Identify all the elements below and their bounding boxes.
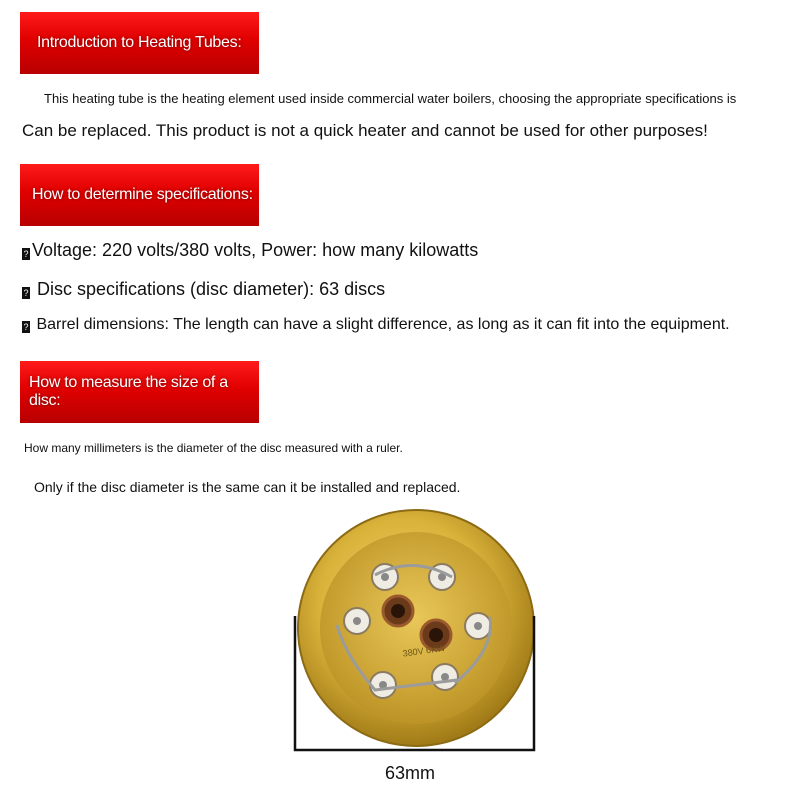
spec-text: Voltage: 220 volts/380 volts, Power: how many kilowatts <box>32 240 479 260</box>
ceramic-terminal <box>370 672 396 698</box>
section-banner-introduction <box>20 12 259 74</box>
banner-title: Introduction to Heating Tubes: <box>37 34 242 51</box>
measure-text-line-1: How many millimeters is the diameter of the disc measured with a ruler. <box>24 441 403 455</box>
banner-title: How to measure the size of a disc: <box>29 374 228 409</box>
disc-diameter-label: 63mm <box>385 763 436 783</box>
spec-item-voltage <box>22 240 478 261</box>
intro-text-line-2: Can be replaced. This product is not a quick heater and cannot be used for other purposes! <box>22 121 708 140</box>
bullet-icon: ? <box>23 322 29 332</box>
bullet-icon: ? <box>23 249 29 259</box>
ceramic-terminal <box>465 613 491 639</box>
heating-disc-photo <box>285 505 545 765</box>
copper-hole <box>391 604 405 618</box>
section-banner-measure <box>20 361 259 423</box>
spec-item-disc <box>22 279 385 300</box>
bullet-icon: ? <box>23 288 29 298</box>
ceramic-terminal <box>344 608 370 634</box>
spec-item-barrel <box>22 316 730 334</box>
copper-hole <box>429 628 443 642</box>
banner-title: How to determine specifications: <box>32 186 253 203</box>
measure-text-line-2: Only if the disc diameter is the same can it be installed and replaced. <box>34 479 461 495</box>
spec-text: Barrel dimensions: The length can have a slight difference, as long as it can fit into the equipment. <box>32 316 730 333</box>
plate-marking: 380V 6KW <box>402 642 447 659</box>
intro-text-line-1: This heating tube is the heating element used inside commercial water boilers, choosing the appropriate specifications is <box>44 91 737 106</box>
spec-text: Disc specifications (disc diameter): 63 discs <box>32 279 386 299</box>
section-banner-specifications <box>20 164 259 226</box>
ceramic-terminal <box>432 664 458 690</box>
